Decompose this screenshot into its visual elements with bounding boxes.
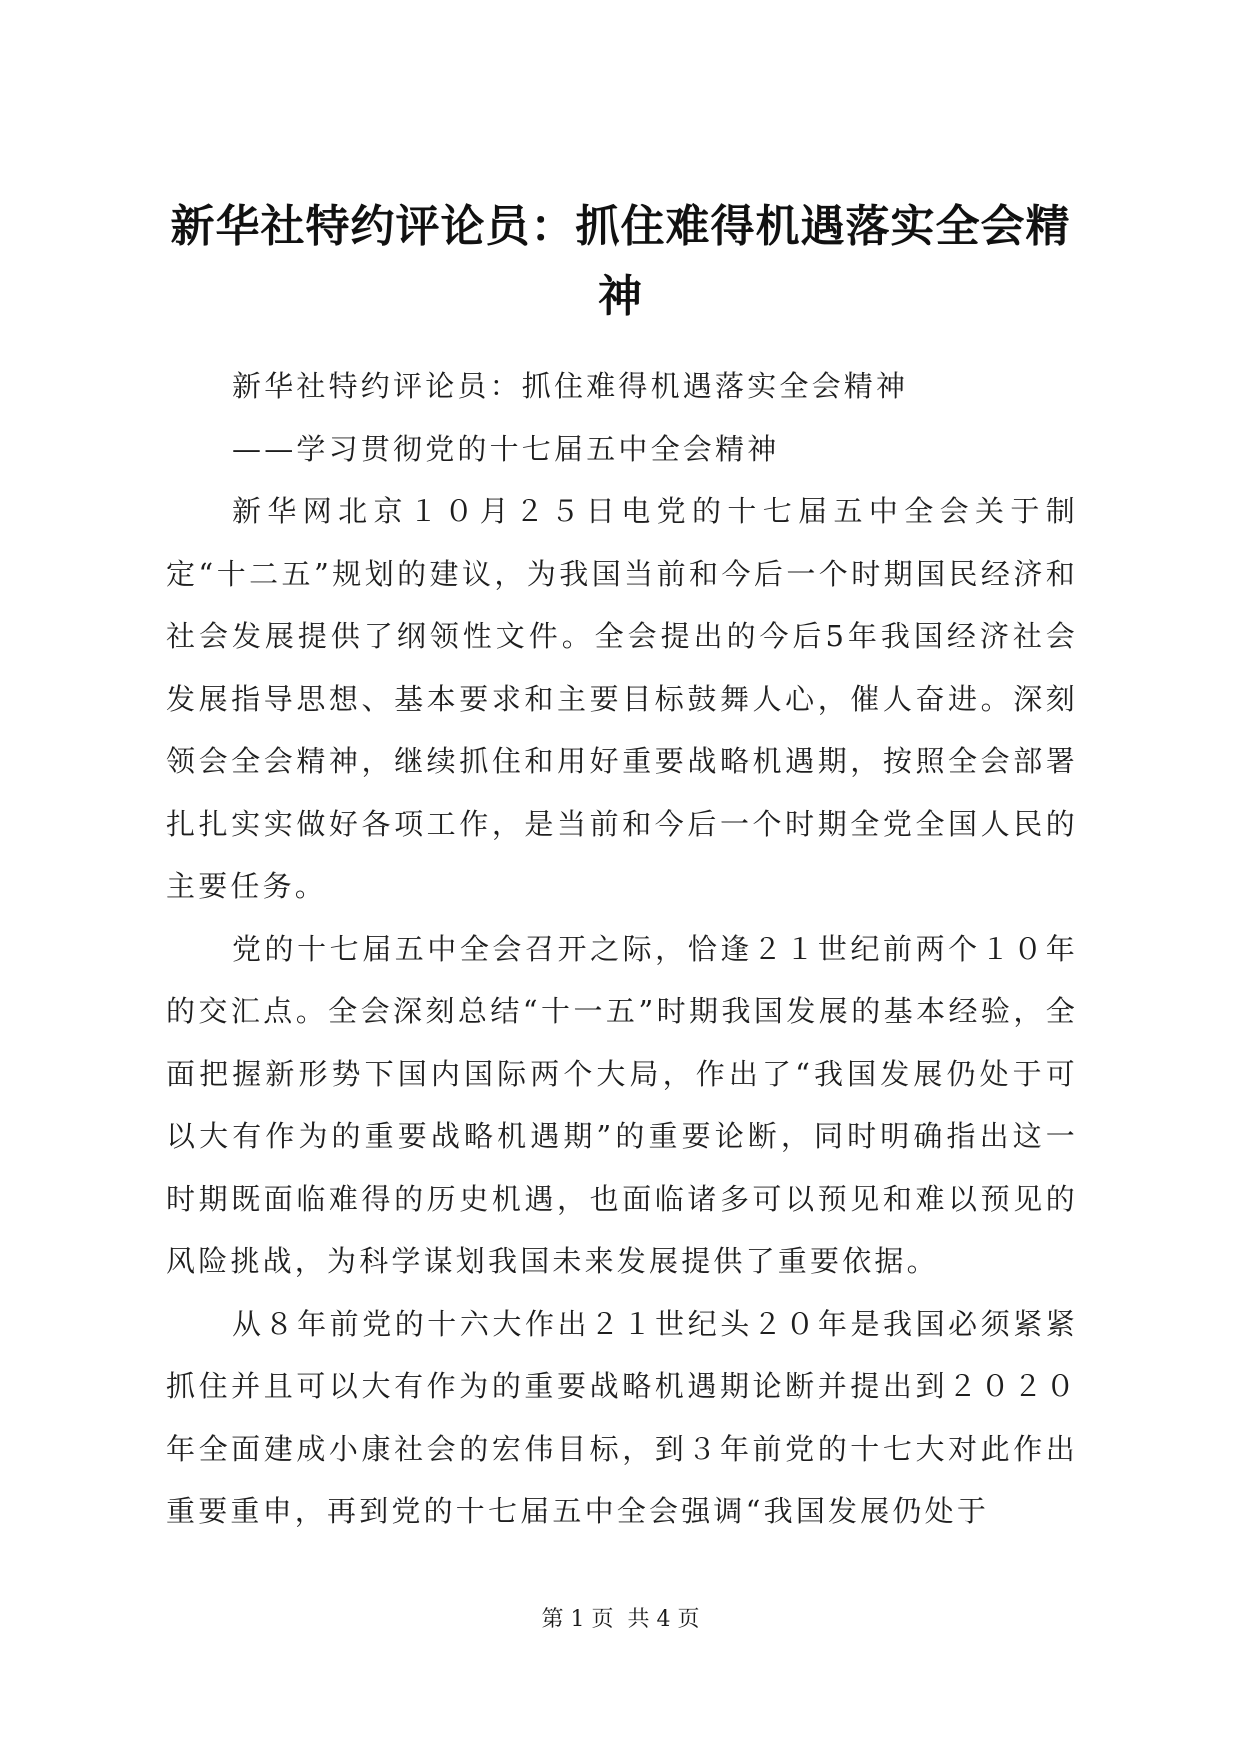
paragraph: 从８年前党的十六大作出２１世纪头２０年是我国必须紧紧抓住并且可以大有作为的重要战略机遇期论断并提出到２０２０年全面建成小康社会的宏伟目标，到３年前党的十七大对此作出重要重申，再到党的十七届五中全会强调“我国发展仍处于 [166,1306,1078,1528]
page-footer [0,1605,1241,1635]
paragraph: 新华网北京１０月２５日电党的十七届五中全会关于制定“十二五”规划的建议，为我国当前和今后一个时期国民经济和社会发展提供了纲领性文件。全会提出的今后5年我国经济社会发展指导思想、基本要求和主要目标鼓舞人心，催人奋进。深刻领会全会精神，继续抓住和用好重要战略机遇期，按照全会部署扎扎实实做好各项工作，是当前和今后一个时期全党全国人民的主要任务。 [166,494,1078,903]
document-body [166,355,1078,1543]
page-number: 第 1 页 共 4 页 [541,1607,700,1632]
paragraph-subheading: ——学习贯彻党的十七届五中全会精神 [232,431,780,466]
paragraph: 党的十七届五中全会召开之际，恰逢２１世纪前两个１０年的交汇点。全会深刻总结“十一五”时期我国发展的基本经验，全面把握新形势下国内国际两个大局，作出了“我国发展仍处于可以大有作为的重要战略机遇期”的重要论断，同时明确指出这一时期既面临难得的历史机遇，也面临诸多可以预见和难以预见的风险挑战，为科学谋划我国未来发展提供了重要依据。 [166,931,1078,1278]
paragraph-subtitle: 新华社特约评论员：抓住难得机遇落实全会精神 [232,369,909,403]
document-title: 新华社特约评论员：抓住难得机遇落实全会精神 [170,201,1071,322]
